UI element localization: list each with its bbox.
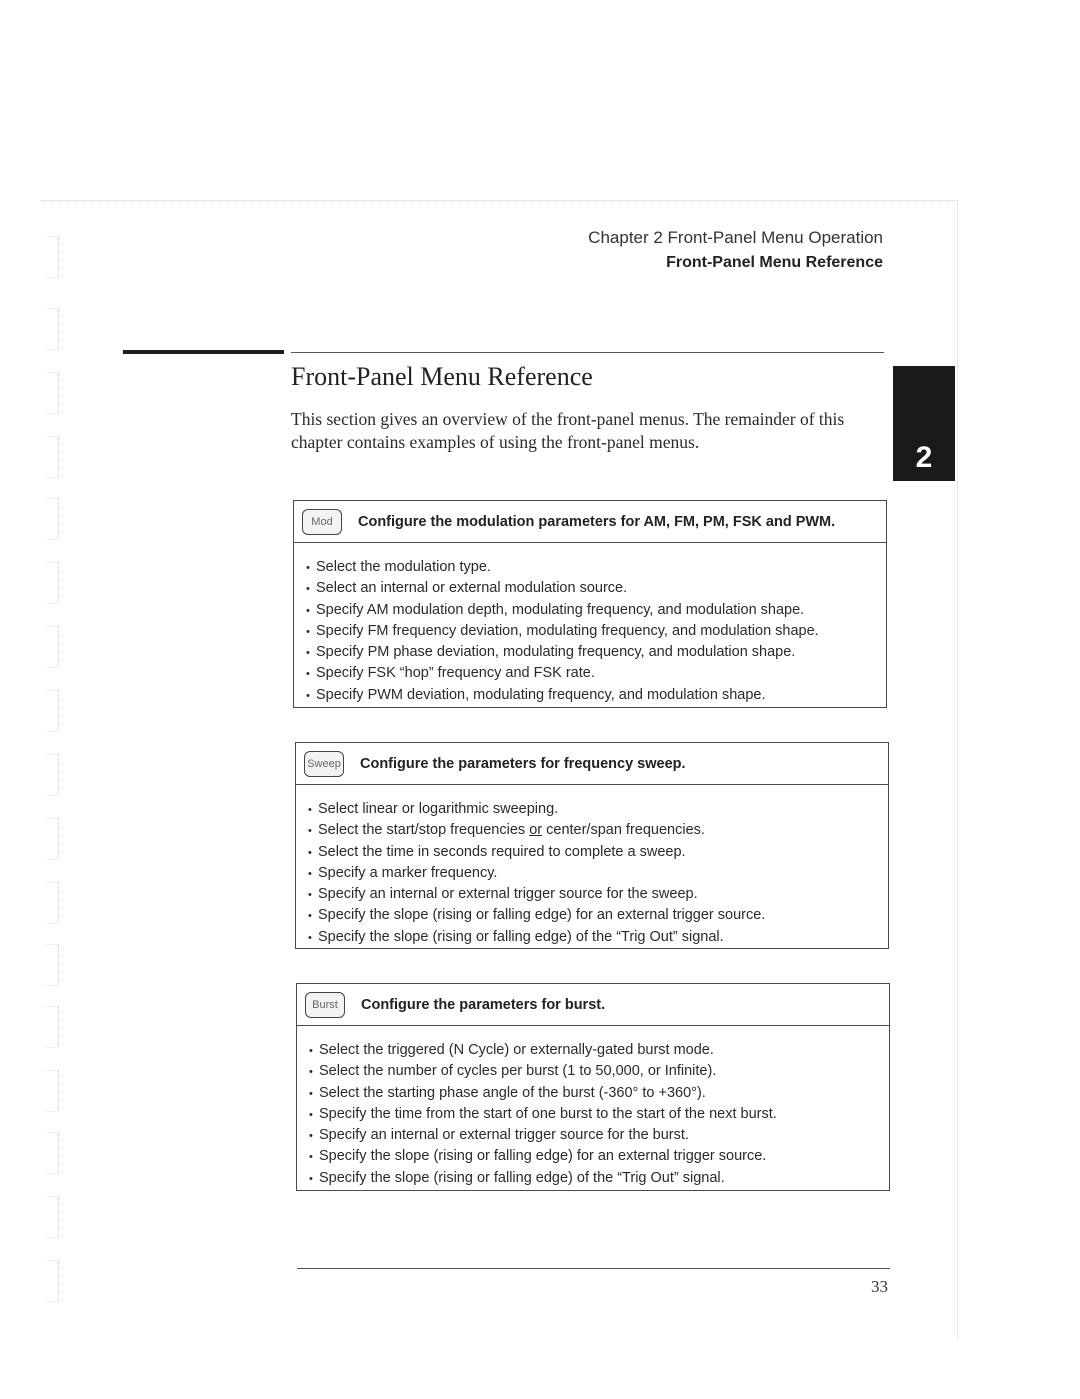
list-item: • Specify the slope (rising or falling edge) for an external trigger source. <box>309 1146 889 1167</box>
binding-mark <box>44 436 59 478</box>
binding-mark <box>44 372 59 414</box>
list-item: • Specify PM phase deviation, modulating frequency, and modulation shape. <box>306 642 886 663</box>
binding-mark <box>44 1196 59 1238</box>
header-section: Front-Panel Menu Reference <box>666 254 883 271</box>
burst-menu-heading: Configure the parameters for burst. <box>361 996 606 1013</box>
list-item: • Select the number of cycles per burst (1 to 50,000, or Infinite). <box>309 1061 889 1082</box>
chapter-tab <box>893 366 955 481</box>
list-item: • Specify AM modulation depth, modulating frequency, and modulation shape. <box>306 600 886 621</box>
burst-menu-box <box>296 983 890 1191</box>
sweep-menu-header <box>296 743 888 785</box>
text-span: center/span frequencies. <box>546 822 705 839</box>
binding-mark <box>44 1070 59 1112</box>
page-title: Front-Panel Menu Reference <box>291 362 593 391</box>
list-item: • Specify the time from the start of one burst to the start of the next burst. <box>309 1104 889 1125</box>
binding-mark <box>44 690 59 732</box>
binding-mark <box>44 1006 59 1048</box>
mod-key-icon: Mod <box>302 509 342 535</box>
header-chapter: Chapter 2 Front-Panel Menu Operation <box>588 228 883 247</box>
sweep-key-icon: Sweep <box>304 751 344 777</box>
binding-mark <box>44 818 59 860</box>
list-item: • Specify a marker frequency. <box>308 863 888 884</box>
binding-mark <box>44 562 59 604</box>
list-item: • Specify an internal or external trigger source for the sweep. <box>308 884 888 905</box>
list-item: • Specify the slope (rising or falling edge) of the “Trig Out” signal. <box>309 1168 889 1189</box>
intro-paragraph: This section gives an overview of the front-panel menus. The remainder of this chapter contains examples of using the front-panel menus. <box>291 409 845 452</box>
list-item: • Select the time in seconds required to complete a sweep. <box>308 842 888 863</box>
section-rule-thick <box>123 350 284 354</box>
list-item: • Select the triggered (N Cycle) or externally-gated burst mode. <box>309 1040 889 1061</box>
scan-border-top <box>40 200 955 201</box>
binding-mark <box>44 944 59 986</box>
binding-mark <box>44 754 59 796</box>
sweep-menu-list <box>296 785 888 948</box>
list-item: • Select an internal or external modulation source. <box>306 578 886 599</box>
binding-marks <box>44 236 64 1306</box>
sweep-menu-box <box>295 742 889 949</box>
list-item: • Specify FM frequency deviation, modulating frequency, and modulation shape. <box>306 621 886 642</box>
burst-key-icon: Burst <box>305 992 345 1018</box>
binding-mark <box>44 308 59 350</box>
page-number: 33 <box>871 1277 888 1296</box>
list-item <box>308 820 888 841</box>
sweep-menu-heading: Configure the parameters for frequency sweep. <box>360 755 686 772</box>
list-item: • Specify FSK “hop” frequency and FSK rate. <box>306 663 886 684</box>
binding-mark <box>44 1260 59 1302</box>
binding-mark <box>44 626 59 668</box>
section-rule-thin <box>291 352 884 353</box>
footer-rule <box>297 1268 890 1269</box>
burst-menu-header <box>297 984 889 1026</box>
mod-menu-heading: Configure the modulation parameters for AM, FM, PM, FSK and PWM. <box>358 513 836 530</box>
list-item: • Select linear or logarithmic sweeping. <box>308 799 888 820</box>
binding-mark <box>44 498 59 540</box>
binding-mark <box>44 236 59 278</box>
mod-menu-list <box>294 543 886 706</box>
list-item: • Specify PWM deviation, modulating frequency, and modulation shape. <box>306 685 886 706</box>
list-item: • Specify the slope (rising or falling edge) for an external trigger source. <box>308 905 888 926</box>
list-item: • Select the modulation type. <box>306 557 886 578</box>
mod-menu-box <box>293 500 887 708</box>
running-header <box>588 227 883 274</box>
mod-menu-header <box>294 501 886 543</box>
list-item: • Specify an internal or external trigger source for the burst. <box>309 1125 889 1146</box>
binding-mark <box>44 882 59 924</box>
text-span: Select the start/stop frequencies <box>318 822 526 839</box>
chapter-tab-number: 2 <box>915 441 933 474</box>
burst-menu-list <box>297 1026 889 1189</box>
list-item: • Specify the slope (rising or falling edge) of the “Trig Out” signal. <box>308 927 888 948</box>
list-item: • Select the starting phase angle of the burst (-360° to +360°). <box>309 1083 889 1104</box>
binding-mark <box>44 1132 59 1174</box>
scan-border-right <box>957 200 958 1340</box>
underlined-or: or <box>529 822 543 839</box>
